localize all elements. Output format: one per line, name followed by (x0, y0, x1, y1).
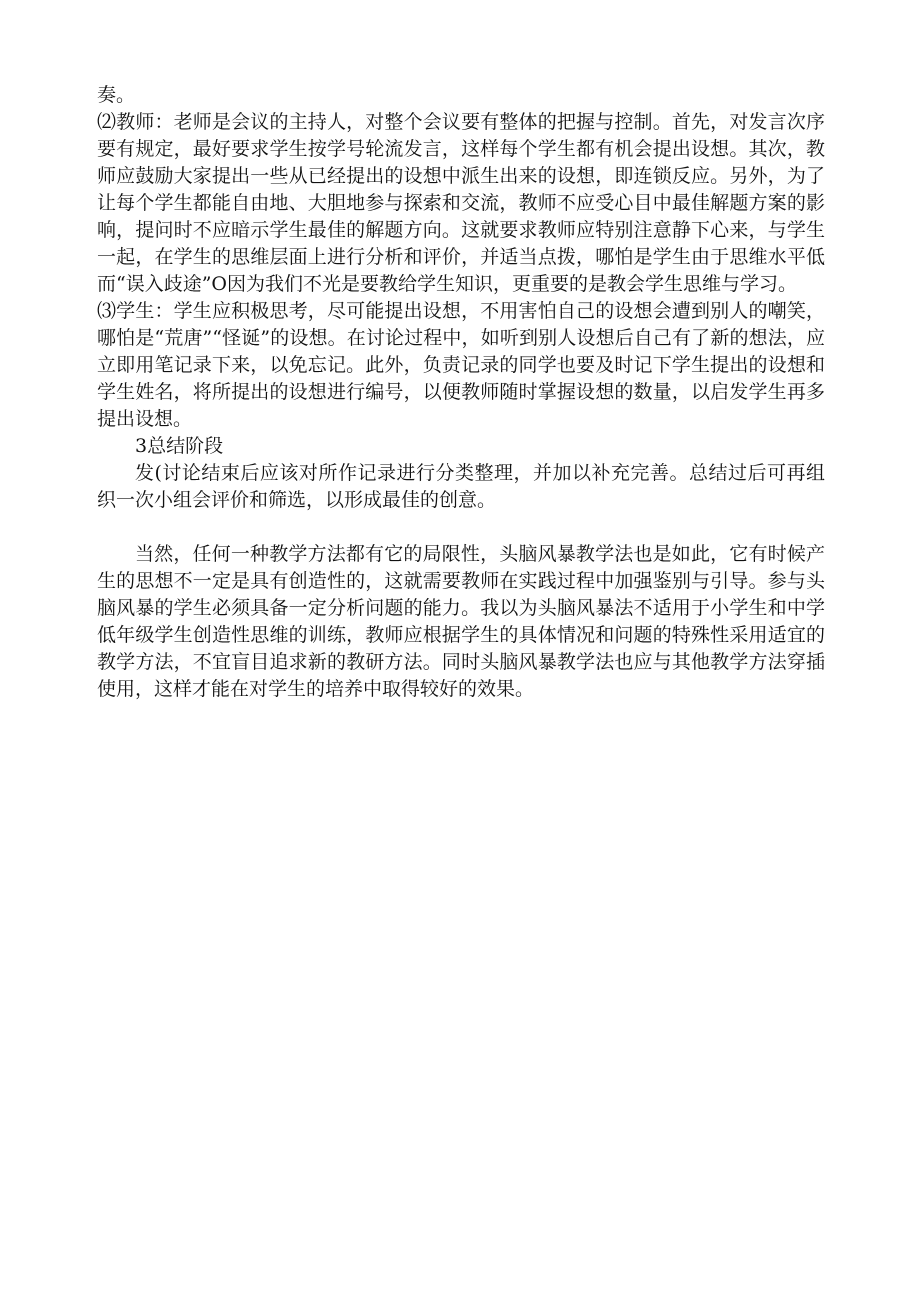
document-body (97, 82, 825, 703)
paragraph-continuation: 奏。 (97, 84, 136, 106)
paragraph-summary: 发(讨论结束后应该对所作记录进行分类整理，并加以补充完善。总结过后可再组织一次小组会评价和筛选，以形成最佳的创意。 (97, 462, 825, 511)
section-heading-summary: 3总结阶段 (135, 435, 224, 457)
paragraph-spacer (97, 514, 825, 541)
paragraph-student-role: ⑶学生：学生应积极思考，尽可能提出设想，不用害怕自己的设想会遭到别人的嘲笑，哪怕是“荒唐”“怪诞”的设想。在讨论过程中，如听到别人设想后自己有了新的想法，应立即用笔记录下来，以免忘记。此外，负责记录的同学也要及时记下学生提出的设想和学生姓名，将所提出的设想进行编号，以便教师随时掌握设想的数量，以启发学生再多提出设想。 (97, 300, 825, 430)
paragraph-teacher-role: ⑵教师：老师是会议的主持人，对整个会议要有整体的把握与控制。首先，对发言次序要有规定，最好要求学生按学号轮流发言，这样每个学生都有机会提出设想。其次，教师应鼓励大家提出一些从已经提出的设想中派生出来的设想，即连锁反应。另外，为了让每个学生都能自由地、大胆地参与探索和交流，教师不应受心目中最佳解题方案的影响，提问时不应暗示学生最佳的解题方向。这就要求教师应特别注意静下心来，与学生一起，在学生的思维层面上进行分析和评价，并适当点拨，哪怕是学生由于思维水平低而“误入歧途”O因为我们不光是要教给学生知识，更重要的是教会学生思维与学习。 (97, 111, 825, 295)
paragraph-conclusion: 当然，任何一种教学方法都有它的局限性，头脑风暴教学法也是如此，它有时候产生的思想不一定是具有创造性的，这就需要教师在实践过程中加强鉴别与引导。参与头脑风暴的学生必须具备一定分析问题的能力。我以为头脑风暴法不适用于小学生和中学低年级学生创造性思维的训练，教师应根据学生的具体情况和问题的特殊性采用适宜的教学方法，不宜盲目追求新的教研方法。同时头脑风暴教学法也应与其他教学方法穿插使用，这样才能在对学生的培养中取得较好的效果。 (97, 543, 825, 700)
